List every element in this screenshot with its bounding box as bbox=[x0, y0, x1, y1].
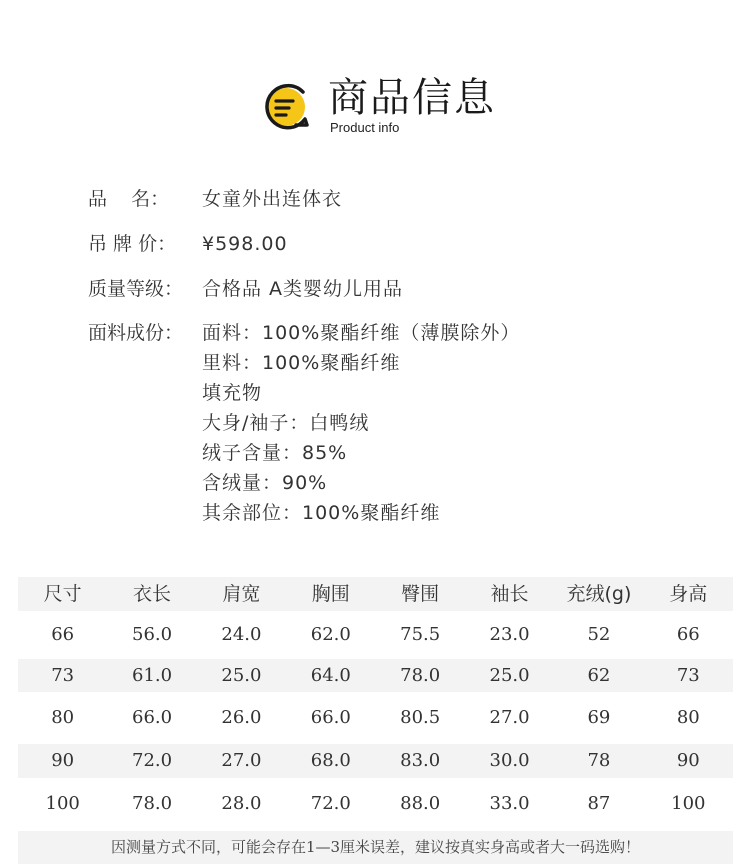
table-header-cell: 胸围 bbox=[311, 583, 350, 605]
table-cell: 25.0 bbox=[221, 665, 262, 686]
table-cell: 72.0 bbox=[310, 793, 351, 814]
info-value bbox=[202, 274, 742, 304]
table-cell: 66 bbox=[676, 624, 700, 645]
table-cell: 73 bbox=[51, 665, 75, 686]
table-cell: 80 bbox=[676, 707, 700, 728]
table-cell: 62.0 bbox=[310, 624, 351, 645]
table-cell: 83.0 bbox=[400, 750, 441, 771]
table-cell: 27.0 bbox=[489, 707, 530, 728]
table-cell: 26.0 bbox=[221, 707, 262, 728]
table-header-cell: 臀围 bbox=[401, 583, 440, 605]
info-value-line: 里料：100%聚酯纤维 bbox=[202, 352, 401, 374]
document-list-icon bbox=[263, 82, 313, 132]
table-row bbox=[18, 744, 733, 778]
table-cell: 80.5 bbox=[400, 707, 441, 728]
info-value bbox=[202, 184, 742, 214]
page-subtitle: Product info bbox=[330, 120, 400, 135]
info-label: 品 名： bbox=[88, 188, 170, 210]
table-cell: 88.0 bbox=[400, 793, 441, 814]
info-value-line: 面料：100%聚酯纤维（薄膜除外） bbox=[202, 322, 521, 344]
table-header-cell: 身高 bbox=[669, 583, 708, 605]
table-header-cell: 尺寸 bbox=[43, 583, 82, 605]
table-cell: 72.0 bbox=[132, 750, 173, 771]
table-cell: 90 bbox=[676, 750, 700, 771]
table-cell: 30.0 bbox=[489, 750, 530, 771]
info-value bbox=[202, 318, 742, 528]
info-label: 质量等级： bbox=[88, 278, 184, 300]
table-header-cell: 衣长 bbox=[133, 583, 172, 605]
table-cell: 68.0 bbox=[310, 750, 351, 771]
table-cell: 66.0 bbox=[310, 707, 351, 728]
table-row bbox=[18, 787, 733, 821]
table-cell: 78.0 bbox=[132, 793, 173, 814]
table-cell: 87 bbox=[587, 793, 611, 814]
measurement-note: 因测量方式不同，可能会存在1—3厘米误差，建议按真实身高或者大一码选购！ bbox=[18, 831, 733, 864]
table-cell: 33.0 bbox=[489, 793, 530, 814]
table-cell: 75.5 bbox=[400, 624, 441, 645]
info-label: 吊 牌 价： bbox=[88, 233, 177, 255]
info-value-line: 其余部位：100%聚酯纤维 bbox=[202, 502, 441, 524]
page-title: 商品信息 bbox=[328, 75, 496, 121]
info-value-line: 合格品 A类婴幼儿用品 bbox=[202, 278, 404, 300]
table-cell: 64.0 bbox=[310, 665, 351, 686]
table-cell: 62 bbox=[587, 665, 611, 686]
table-row bbox=[18, 701, 733, 735]
table-row bbox=[18, 618, 733, 652]
table-cell: 90 bbox=[51, 750, 75, 771]
table-cell: 61.0 bbox=[132, 665, 173, 686]
table-cell: 100 bbox=[671, 793, 706, 814]
table-cell: 23.0 bbox=[489, 624, 530, 645]
info-value-line: 大身/袖子：白鸭绒 bbox=[202, 412, 370, 434]
table-cell: 27.0 bbox=[221, 750, 262, 771]
table-cell: 80 bbox=[51, 707, 75, 728]
table-cell: 100 bbox=[45, 793, 80, 814]
info-label: 面料成份： bbox=[88, 322, 184, 344]
info-value-line: 含绒量：90% bbox=[202, 472, 328, 494]
table-cell: 69 bbox=[587, 707, 611, 728]
info-value-line: 绒子含量：85% bbox=[202, 442, 348, 464]
table-cell: 56.0 bbox=[132, 624, 173, 645]
table-row bbox=[18, 659, 733, 692]
table-cell: 73 bbox=[676, 665, 700, 686]
table-header-row bbox=[18, 577, 733, 611]
table-cell: 28.0 bbox=[221, 793, 262, 814]
table-cell: 78.0 bbox=[400, 665, 441, 686]
table-cell: 66.0 bbox=[132, 707, 173, 728]
table-header-cell: 充绒(g) bbox=[566, 583, 632, 605]
table-header-cell: 袖长 bbox=[490, 583, 529, 605]
info-value-line: 女童外出连体衣 bbox=[202, 188, 343, 210]
section-header bbox=[0, 70, 750, 140]
table-cell: 52 bbox=[587, 624, 611, 645]
table-header-cell: 肩宽 bbox=[222, 583, 261, 605]
table-cell: 25.0 bbox=[489, 665, 530, 686]
table-cell: 78 bbox=[587, 750, 611, 771]
info-value-line: 填充物 bbox=[202, 382, 263, 404]
table-cell: 24.0 bbox=[221, 624, 262, 645]
table-cell: 66 bbox=[51, 624, 75, 645]
info-value bbox=[202, 229, 742, 259]
info-value-line: ¥598.00 bbox=[202, 233, 288, 255]
